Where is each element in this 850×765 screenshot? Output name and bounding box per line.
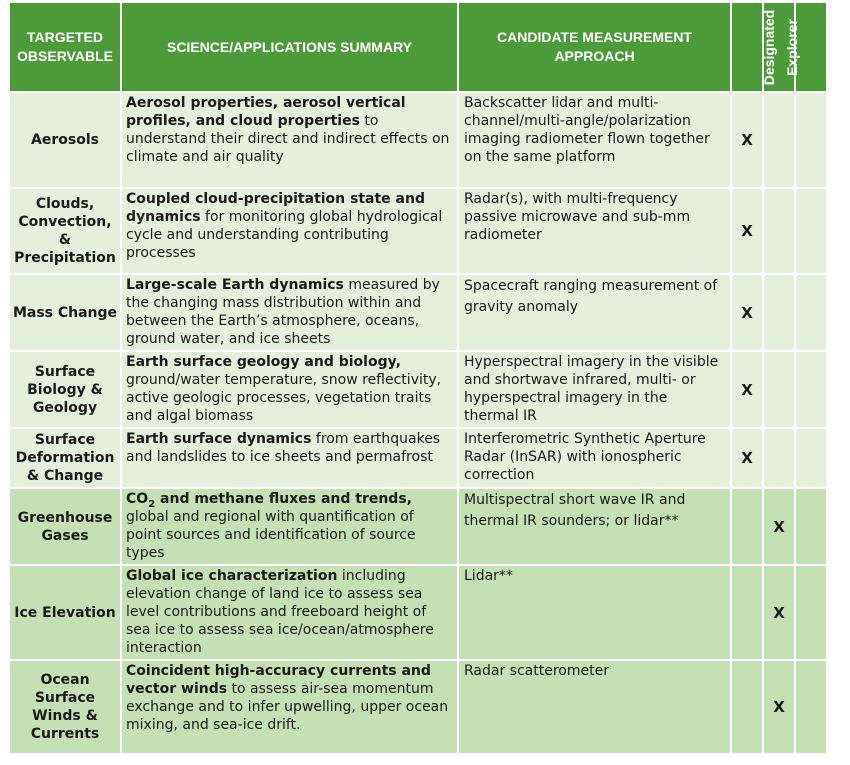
table-row bbox=[10, 429, 828, 489]
summary-bold-pre: CO bbox=[126, 491, 149, 507]
summary-cell bbox=[122, 489, 459, 566]
table-row bbox=[10, 275, 828, 352]
observable-cell: Ocean Surface Winds & Currents bbox=[10, 661, 122, 755]
summary-bold: Coupled cloud-precipitation state and dynamics bbox=[126, 191, 425, 225]
header-observable: TARGETED OBSERVABLE bbox=[10, 3, 122, 93]
summary-bold: Large-scale Earth dynamics bbox=[126, 277, 344, 293]
designated-mark: X bbox=[732, 189, 764, 275]
table-row bbox=[10, 661, 828, 755]
table-row bbox=[10, 352, 828, 429]
explorer-mark: X bbox=[764, 566, 796, 661]
designated-mark bbox=[732, 566, 764, 661]
summary-bold bbox=[126, 491, 412, 510]
observable-cell: Surface Biology & Geology bbox=[10, 352, 122, 429]
summary-bold: Coincident high-accuracy currents and vector winds bbox=[126, 663, 431, 697]
header-row bbox=[10, 3, 828, 93]
summary-bold-subscript: 2 bbox=[148, 498, 156, 510]
summary-text: to understand their direct and indirect effects on climate and air quality bbox=[126, 113, 450, 165]
summary-bold: Global ice characterization bbox=[126, 568, 338, 584]
summary-cell bbox=[122, 275, 459, 352]
observable-cell: Aerosols bbox=[10, 93, 122, 189]
approach-cell: Multispectral short wave IR and thermal IR sounders; or lidar** bbox=[459, 489, 732, 566]
summary-bold-main: and methane fluxes and trends, bbox=[155, 491, 412, 507]
observables-table-container bbox=[10, 3, 839, 755]
summary-cell bbox=[122, 93, 459, 189]
summary-cell bbox=[122, 661, 459, 755]
header-explorer: Explorer bbox=[783, 18, 800, 76]
observable-cell: Clouds, Convection, & Precipitation bbox=[10, 189, 122, 275]
summary-text: to assess air-sea momentum exchange and to infer upwelling, upper ocean mixing, and sea-ice drift. bbox=[126, 681, 449, 733]
incubation-mark bbox=[796, 93, 828, 189]
summary-cell bbox=[122, 189, 459, 275]
approach-cell: Interferometric Synthetic Aperture Radar (InSAR) with ionospheric correction bbox=[459, 429, 732, 489]
approach-cell: Hyperspectral imagery in the visible and shortwave infrared, multi- or hyperspectral imagery in the thermal IR bbox=[459, 352, 732, 429]
header-approach: CANDIDATE MEASUREMENT APPROACH bbox=[459, 3, 732, 93]
explorer-mark bbox=[764, 189, 796, 275]
approach-cell: Backscatter lidar and multi-channel/multi-angle/polarization imaging radiometer flown together on the same platform bbox=[459, 93, 732, 189]
incubation-mark bbox=[796, 566, 828, 661]
summary-text: ground/water temperature, snow reflectivity, active geologic processes, vegetation traits and algal biomass bbox=[126, 372, 442, 424]
observable-cell: Greenhouse Gases bbox=[10, 489, 122, 566]
summary-cell bbox=[122, 429, 459, 489]
summary-text: global and regional with quantification of point sources and identification of source types bbox=[126, 509, 416, 561]
explorer-mark bbox=[764, 275, 796, 352]
incubation-mark bbox=[796, 429, 828, 489]
explorer-mark: X bbox=[764, 661, 796, 755]
table-row bbox=[10, 93, 828, 189]
summary-bold: Earth surface geology and biology, bbox=[126, 354, 401, 370]
designated-mark bbox=[732, 489, 764, 566]
summary-text: for monitoring global hydrological cycle and understanding contributing processes bbox=[126, 209, 443, 261]
explorer-mark: X bbox=[764, 489, 796, 566]
incubation-mark bbox=[796, 189, 828, 275]
summary-text: measured by the changing mass distribution within and between the Earth’s atmosphere, oceans, ground water, and ice sheets bbox=[126, 277, 440, 347]
explorer-mark bbox=[764, 93, 796, 189]
summary-bold: Aerosol properties, aerosol vertical profiles, and cloud properties bbox=[126, 95, 406, 129]
incubation-mark bbox=[796, 661, 828, 755]
incubation-mark bbox=[796, 352, 828, 429]
designated-mark: X bbox=[732, 275, 764, 352]
summary-text: including elevation change of land ice to assess sea level contributions and freeboard height of sea ice to assess sea ice/ocean/atmosphere interaction bbox=[126, 568, 434, 656]
summary-text: from earthquakes and landslides to ice sheets and permafrost bbox=[126, 431, 441, 465]
header-incubation: Incubation bbox=[822, 11, 839, 83]
table-row bbox=[10, 489, 828, 566]
summary-cell bbox=[122, 566, 459, 661]
explorer-mark bbox=[764, 429, 796, 489]
incubation-mark bbox=[796, 275, 828, 352]
observable-cell: Ice Elevation bbox=[10, 566, 122, 661]
observables-table bbox=[10, 3, 839, 755]
approach-cell: Radar scatterometer bbox=[459, 661, 732, 755]
incubation-mark bbox=[796, 489, 828, 566]
explorer-mark bbox=[764, 352, 796, 429]
header-designated-cell bbox=[732, 3, 778, 93]
summary-bold: Earth surface dynamics bbox=[126, 431, 312, 447]
designated-mark: X bbox=[732, 93, 764, 189]
observable-cell: Mass Change bbox=[10, 275, 122, 352]
designated-mark: X bbox=[732, 429, 764, 489]
observable-cell: Surface Deformation & Change bbox=[10, 429, 122, 489]
approach-cell: Lidar** bbox=[459, 566, 732, 661]
designated-mark bbox=[732, 661, 764, 755]
approach-cell: Radar(s), with multi-frequency passive microwave and sub-mm radiometer bbox=[459, 189, 732, 275]
header-designated: Designated bbox=[761, 9, 778, 85]
header-summary: SCIENCE/APPLICATIONS SUMMARY bbox=[122, 3, 459, 93]
summary-cell bbox=[122, 352, 459, 429]
table-row bbox=[10, 189, 828, 275]
table-row bbox=[10, 566, 828, 661]
designated-mark: X bbox=[732, 352, 764, 429]
approach-cell: Spacecraft ranging measurement of gravity anomaly bbox=[459, 275, 732, 352]
